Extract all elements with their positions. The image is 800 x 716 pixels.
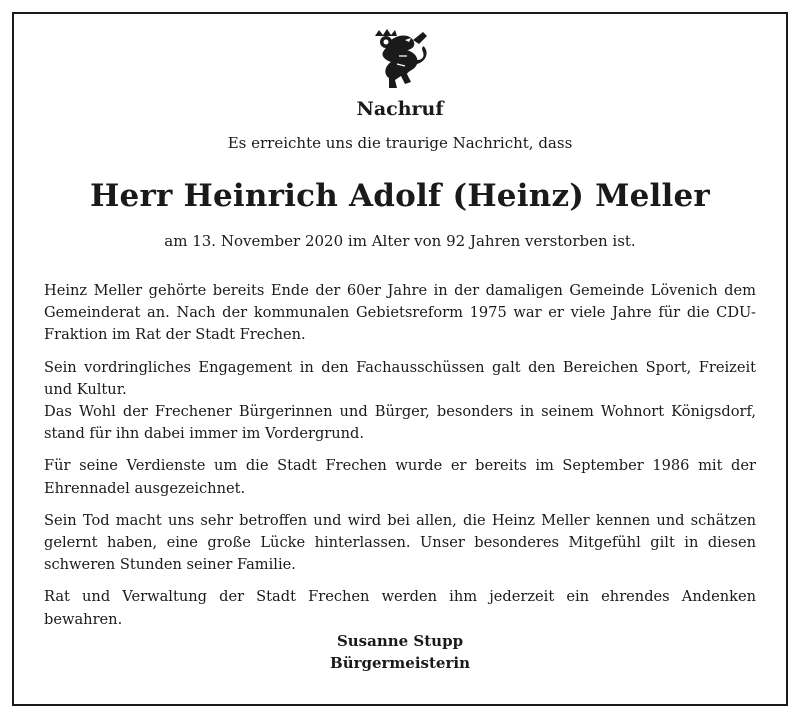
body-paragraph: Sein vordringliches Engagement in den Fachausschüssen galt den Bereichen Sport, Freizeit und Kultur. xyxy=(44,358,756,398)
signatory-title: Bürgermeisterin xyxy=(330,654,470,672)
body-paragraph: Sein Tod macht uns sehr betroffen und wird bei allen, die Heinz Meller kennen und schätzen gelernt haben, eine große Lücke hinterlassen. Unser besonderes Mitgefühl gilt in diesen schweren Stunden seiner Familie. xyxy=(44,511,756,574)
death-date-text: am 13. November 2020 im Alter von 92 Jahren verstorben ist. xyxy=(164,232,636,250)
body-paragraph: Rat und Verwaltung der Stadt Frechen werden ihm jederzeit ein ehrendes Andenken bewahren. xyxy=(44,588,756,628)
deceased-name: Herr Heinrich Adolf (Heinz) Meller xyxy=(90,178,710,214)
intro-text: Es erreichte uns die traurige Nachricht, dass xyxy=(227,134,573,152)
notice-body xyxy=(44,280,756,641)
signature-block xyxy=(0,630,800,674)
body-paragraph: Das Wohl der Frechener Bürgerinnen und Bürger, besonders in seinem Wohnort Königsdorf, stand für ihn dabei immer im Vordergrund. xyxy=(44,403,756,443)
signatory-name: Susanne Stupp xyxy=(336,632,464,650)
body-paragraph: Für seine Verdienste um die Stadt Frechen wurde er bereits im September 1986 mit der Ehrennadel ausgezeichnet. xyxy=(44,457,756,497)
notice-heading: Nachruf xyxy=(356,98,444,120)
body-paragraph: Heinz Meller gehörte bereits Ende der 60er Jahre in der damaligen Gemeinde Lövenich dem Gemeinderat an. Nach der kommunalen Gebietsreform 1975 war er viele Jahre für die CDU-Fraktion im Rat der Stadt Frechen. xyxy=(44,282,756,344)
heraldic-lion-crest-icon xyxy=(365,26,435,96)
